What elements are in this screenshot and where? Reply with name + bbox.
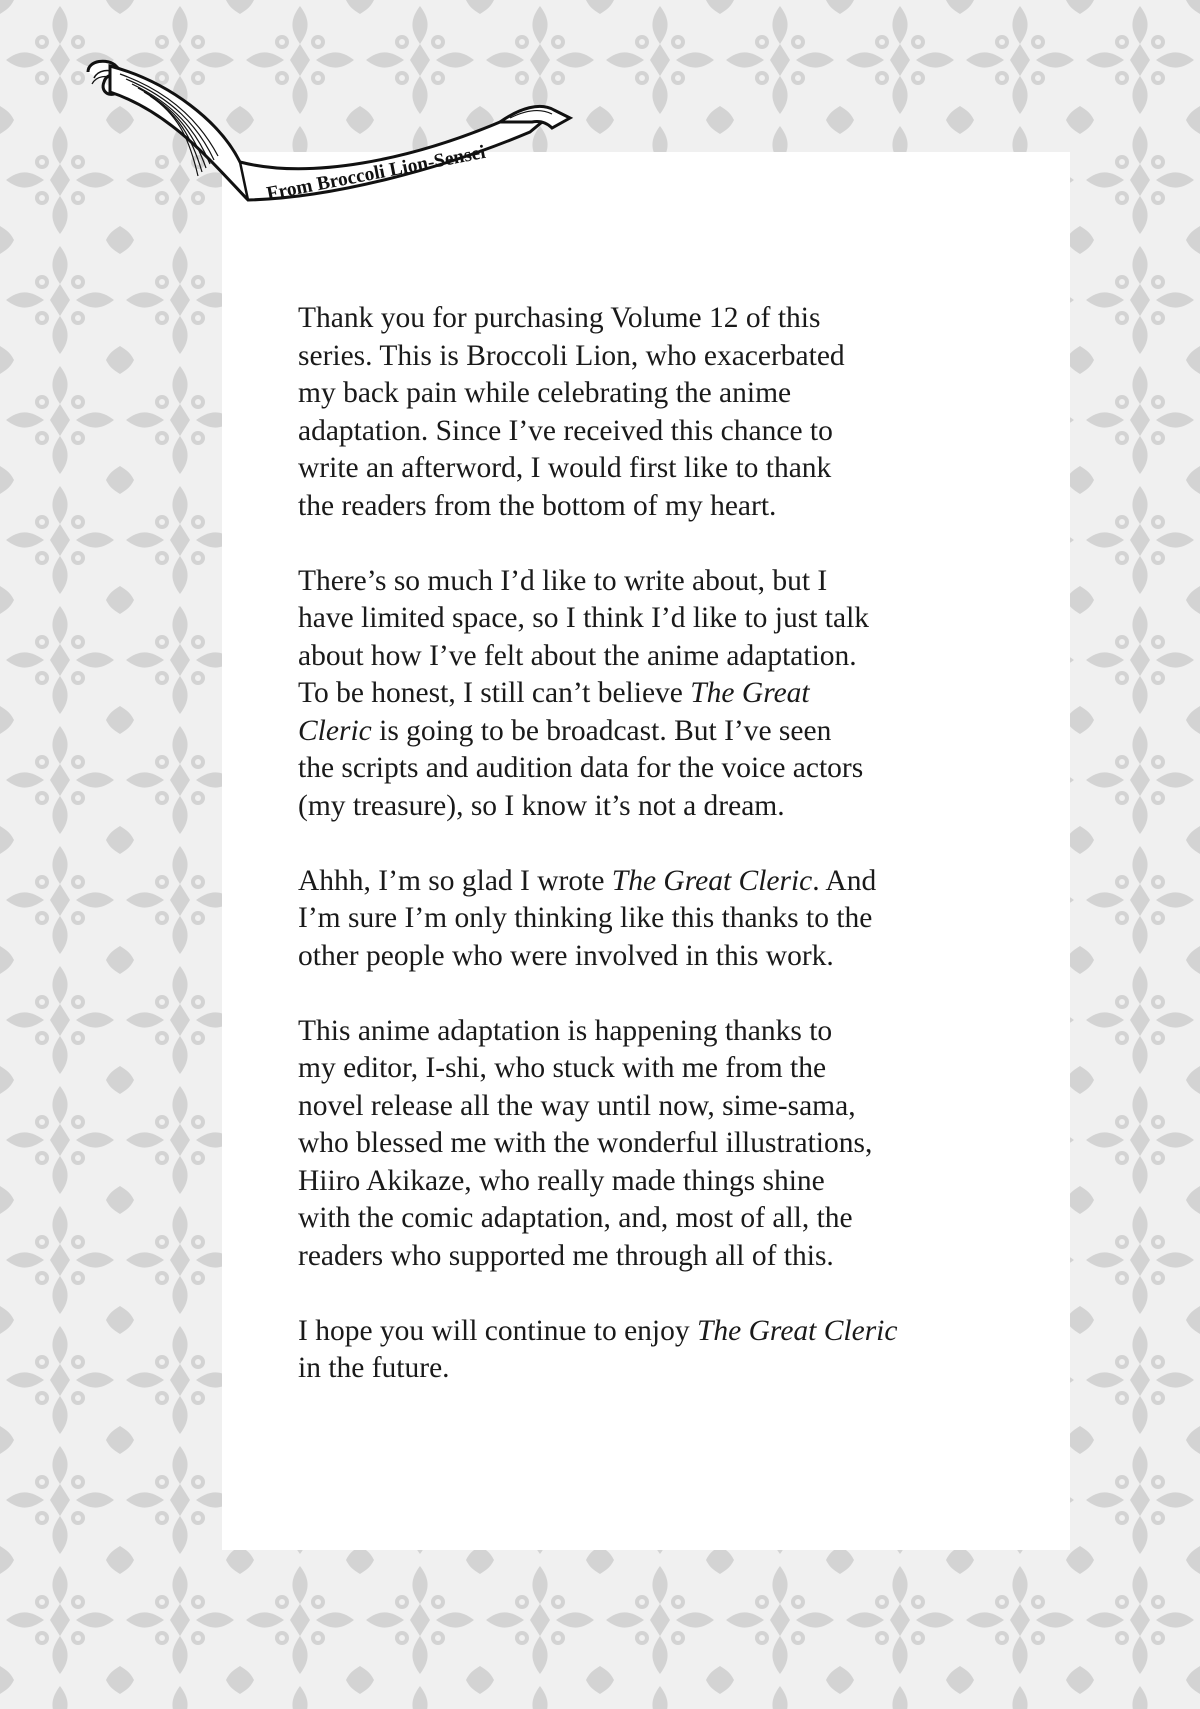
paragraph-1: Thank you for purchasing Volume 12 of this series. This is Broccoli Lion, who exacerbated my back pain while celebrating the anime adaptation. Since I’ve received this chance to write an afterword, I would first like to thank the readers from the bottom of my heart. bbox=[298, 302, 845, 522]
banner-title: From Broccoli Lion-Sensei bbox=[264, 141, 488, 205]
paragraph-3-text-a: Ahhh, I’m so glad I wrote bbox=[298, 864, 612, 897]
scroll-banner bbox=[80, 52, 600, 222]
paragraph-5-text-a: I hope you will continue to enjoy bbox=[298, 1314, 697, 1347]
paragraph-3 bbox=[298, 863, 1018, 976]
paragraph-2-text-a: There’s so much I’d like to write about, but I have limited space, so I think I’d like to just talk about how I’ve felt about the anime adaptation. To be honest, I still can’t believe bbox=[298, 564, 870, 709]
paragraph-2-title: The Great Cleric bbox=[298, 677, 810, 747]
paragraph-3-title: The Great Cleric bbox=[611, 864, 813, 897]
paragraph-5-text-c: in the future. bbox=[298, 1352, 450, 1384]
paragraph-2-text-c: is going to be broadcast. But I’ve seen the scripts and audition data for the voice actors (my treasure), so I know it’s not a dream. bbox=[298, 714, 864, 822]
paragraph-5 bbox=[298, 1313, 1018, 1388]
paragraph-2 bbox=[298, 563, 1018, 826]
paragraph-3-text-c: . And I’m sure I’m only thinking like this thanks to the other people who were involved in this work. bbox=[298, 864, 877, 972]
paragraph-4: This anime adaptation is happening thanks to my editor, I-shi, who stuck with me from the novel release all the way until now, sime-sama, who blessed me with the wonderful illustrations, Hiiro Akikaze, who really made things shine with the comic adaptation, and, most of all, the readers who supported me through all of this. bbox=[298, 1014, 873, 1272]
paragraph-5-title: The Great Cleric bbox=[697, 1314, 898, 1347]
letter-body bbox=[298, 300, 1018, 1425]
